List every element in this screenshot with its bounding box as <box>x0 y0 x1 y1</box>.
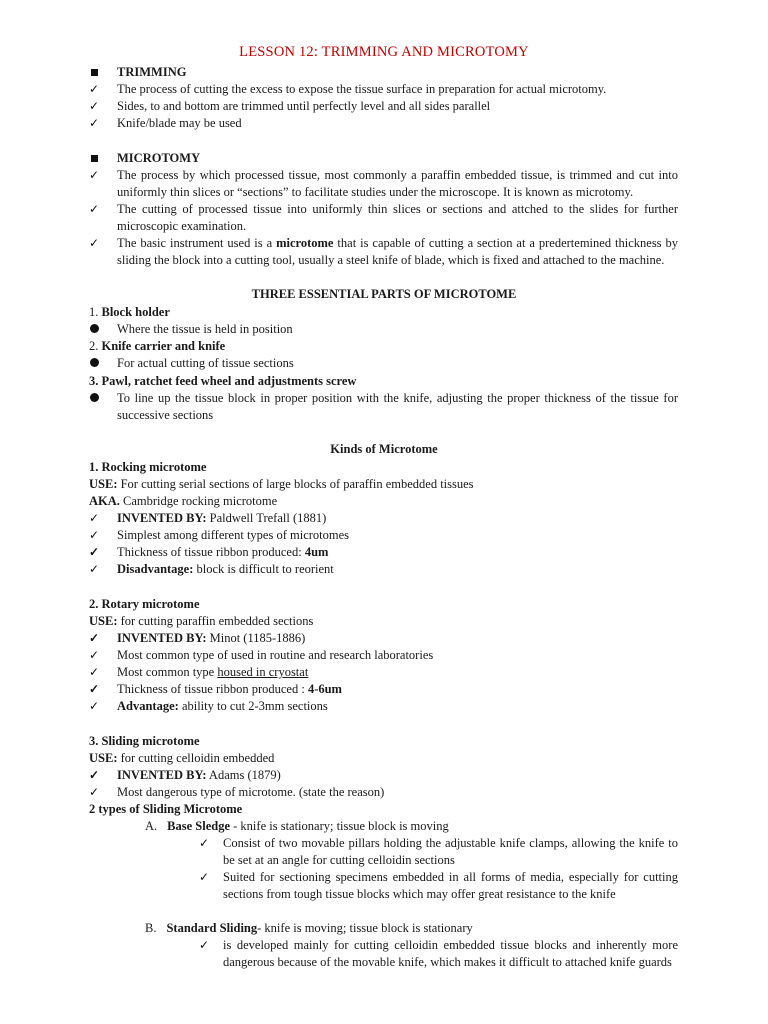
microtomy-heading: MICROTOMY <box>117 151 201 165</box>
square-bullet-icon <box>91 155 98 162</box>
parts-heading: THREE ESSENTIAL PARTS OF MICROTOME <box>251 287 517 301</box>
thickness-value: 4-6um <box>307 682 342 696</box>
checkmark-icon: ✓ <box>89 699 100 713</box>
rocking-use <box>89 476 474 493</box>
round-bullet-icon <box>90 324 99 333</box>
rotary-cryostat <box>117 664 308 681</box>
inventor-text: Paldwell Trefall (1881) <box>206 511 327 525</box>
kinds-heading: Kinds of Microtome <box>330 442 438 456</box>
rotary-use <box>89 613 313 630</box>
checkmark-icon: ✓ <box>89 202 100 216</box>
microtomy-item <box>117 235 678 269</box>
rocking-simplest: Simplest among different types of microtomes <box>117 528 350 542</box>
checkmark-icon: ✓ <box>89 682 100 696</box>
checkmark-icon: ✓ <box>199 870 210 884</box>
checkmark-icon: ✓ <box>89 648 100 662</box>
type-name: Base Sledge <box>167 819 231 833</box>
part-number: 2. <box>89 339 102 353</box>
sliding-type-b-item: is developed mainly for cutting celloidin embedded tissue blocks and inherently more dangerous because of the movable knife, which makes it difficult to attached knife guards <box>223 938 678 969</box>
inventor-text: Adams (1879) <box>206 768 281 782</box>
sliding-type-a <box>145 818 449 835</box>
use-text: for cutting celloidin embedded <box>117 751 275 765</box>
rocking-title: 1. Rocking microtome <box>89 460 207 474</box>
lesson-title: LESSON 12: TRIMMING AND MICROTOMY <box>239 44 529 60</box>
trimming-item: Knife/blade may be used <box>117 116 242 130</box>
part-desc: To line up the tissue block in proper position with the knife, adjusting the proper thickness of the tissue for successive sections <box>117 391 678 422</box>
sliding-danger: Most dangerous type of microtome. (state the reason) <box>117 785 385 799</box>
microtomy-item: The cutting of processed tissue into uniformly thin slices or sections and attched to the slides for further microscopic examination. <box>117 202 678 233</box>
part-desc: Where the tissue is held in position <box>117 322 293 336</box>
type-name: Standard Sliding <box>166 921 258 935</box>
sliding-inventor <box>117 767 281 784</box>
rocking-thickness <box>117 544 328 561</box>
checkmark-icon: ✓ <box>89 631 100 645</box>
rotary-inventor <box>117 630 305 647</box>
part-title <box>89 304 170 321</box>
rocking-disadvantage <box>117 561 334 578</box>
checkmark-icon: ✓ <box>89 528 100 542</box>
sliding-type-a-item: Consist of two movable pillars holding the adjustable knife clamps, allowing the knife to be set at an angle for cutting celloidin sections <box>223 836 678 867</box>
type-letter: A. <box>145 819 158 833</box>
square-bullet-icon <box>91 69 98 76</box>
thickness-text: Thickness of tissue ribbon produced: <box>117 545 305 559</box>
checkmark-icon: ✓ <box>89 562 100 576</box>
type-letter: B. <box>145 921 157 935</box>
sliding-use <box>89 750 274 767</box>
rocking-aka <box>89 493 277 510</box>
checkmark-icon: ✓ <box>89 82 100 96</box>
part-desc: For actual cutting of tissue sections <box>117 356 294 370</box>
disadvantage-text: block is difficult to reorient <box>193 562 334 576</box>
checkmark-icon: ✓ <box>199 836 210 850</box>
rotary-common: Most common type of used in routine and research laboratories <box>117 648 434 662</box>
use-label: USE: <box>89 614 118 628</box>
round-bullet-icon <box>90 393 99 402</box>
microtome-term: microtome <box>276 236 334 250</box>
sliding-type-b <box>145 920 473 937</box>
thickness-value: 4um <box>304 545 329 559</box>
inventor-label: INVENTED BY: <box>117 768 207 782</box>
inventor-label: INVENTED BY: <box>117 631 207 645</box>
sliding-type-a-item: Suited for sectioning specimens embedded in all forms of media, especially for cutting sections from tough tissue blocks which may offer great resistance to the knife <box>223 870 678 901</box>
use-text: for cutting paraffin embedded sections <box>117 614 314 628</box>
checkmark-icon: ✓ <box>89 665 100 679</box>
cryostat-underlined: housed in cryostat <box>217 665 309 679</box>
type-desc: - knife is stationary; tissue block is moving <box>230 819 449 833</box>
rotary-thickness <box>117 681 342 698</box>
checkmark-icon: ✓ <box>89 99 100 113</box>
inventor-text: Minot (1185-1886) <box>206 631 306 645</box>
sliding-title: 3. Sliding microtome <box>89 734 200 748</box>
round-bullet-icon <box>90 358 99 367</box>
aka-label: AKA. <box>89 494 120 508</box>
rotary-advantage <box>117 698 328 715</box>
rocking-inventor <box>117 510 326 527</box>
inventor-label: INVENTED BY: <box>117 511 207 525</box>
use-text: For cutting serial sections of large blocks of paraffin embedded tissues <box>117 477 474 491</box>
thickness-text: Thickness of tissue ribbon produced : <box>117 682 308 696</box>
microtomy-item-text: that is capable of cutting a section at a predertemined thickness by sliding the block into a cutting tool, usually a steel knife of blade, which is fixed and attached to the machine. <box>117 236 678 267</box>
advantage-text: ability to cut 2-3mm sections <box>178 699 328 713</box>
checkmark-icon: ✓ <box>89 785 100 799</box>
type-desc: - knife is moving; tissue block is stationary <box>257 921 473 935</box>
checkmark-icon: ✓ <box>89 511 100 525</box>
advantage-label: Advantage: <box>117 699 179 713</box>
trimming-item: Sides, to and bottom are trimmed until perfectly level and all sides parallel <box>117 99 491 113</box>
checkmark-icon: ✓ <box>89 545 100 559</box>
checkmark-icon: ✓ <box>89 168 100 182</box>
use-label: USE: <box>89 751 118 765</box>
aka-text: Cambridge rocking microtome <box>119 494 278 508</box>
disadvantage-label: Disadvantage: <box>117 562 194 576</box>
trimming-heading: TRIMMING <box>117 65 187 79</box>
rotary-title: 2. Rotary microtome <box>89 597 200 611</box>
part-number: 1. <box>89 305 102 319</box>
checkmark-icon: ✓ <box>89 116 100 130</box>
cryostat-text: Most common type <box>117 665 218 679</box>
microtomy-item: The process by which processed tissue, most commonly a paraffin embedded tissue, is trimmed and cut into uniformly thin slices or “sections” to facilitate studies under the microscope. It is known as microtomy. <box>117 168 678 199</box>
microtomy-item-text: The basic instrument used is a <box>117 236 277 250</box>
part-title: 3. Pawl, ratchet feed wheel and adjustments screw <box>89 374 357 388</box>
checkmark-icon: ✓ <box>89 236 100 250</box>
part-name: Block holder <box>101 305 170 319</box>
trimming-item: The process of cutting the excess to expose the tissue surface in preparation for actual microtomy. <box>117 82 607 96</box>
checkmark-icon: ✓ <box>89 768 100 782</box>
checkmark-icon: ✓ <box>199 938 210 952</box>
sliding-types-title: 2 types of Sliding Microtome <box>89 802 243 816</box>
use-label: USE: <box>89 477 118 491</box>
part-name: Knife carrier and knife <box>101 339 226 353</box>
part-title <box>89 338 225 355</box>
